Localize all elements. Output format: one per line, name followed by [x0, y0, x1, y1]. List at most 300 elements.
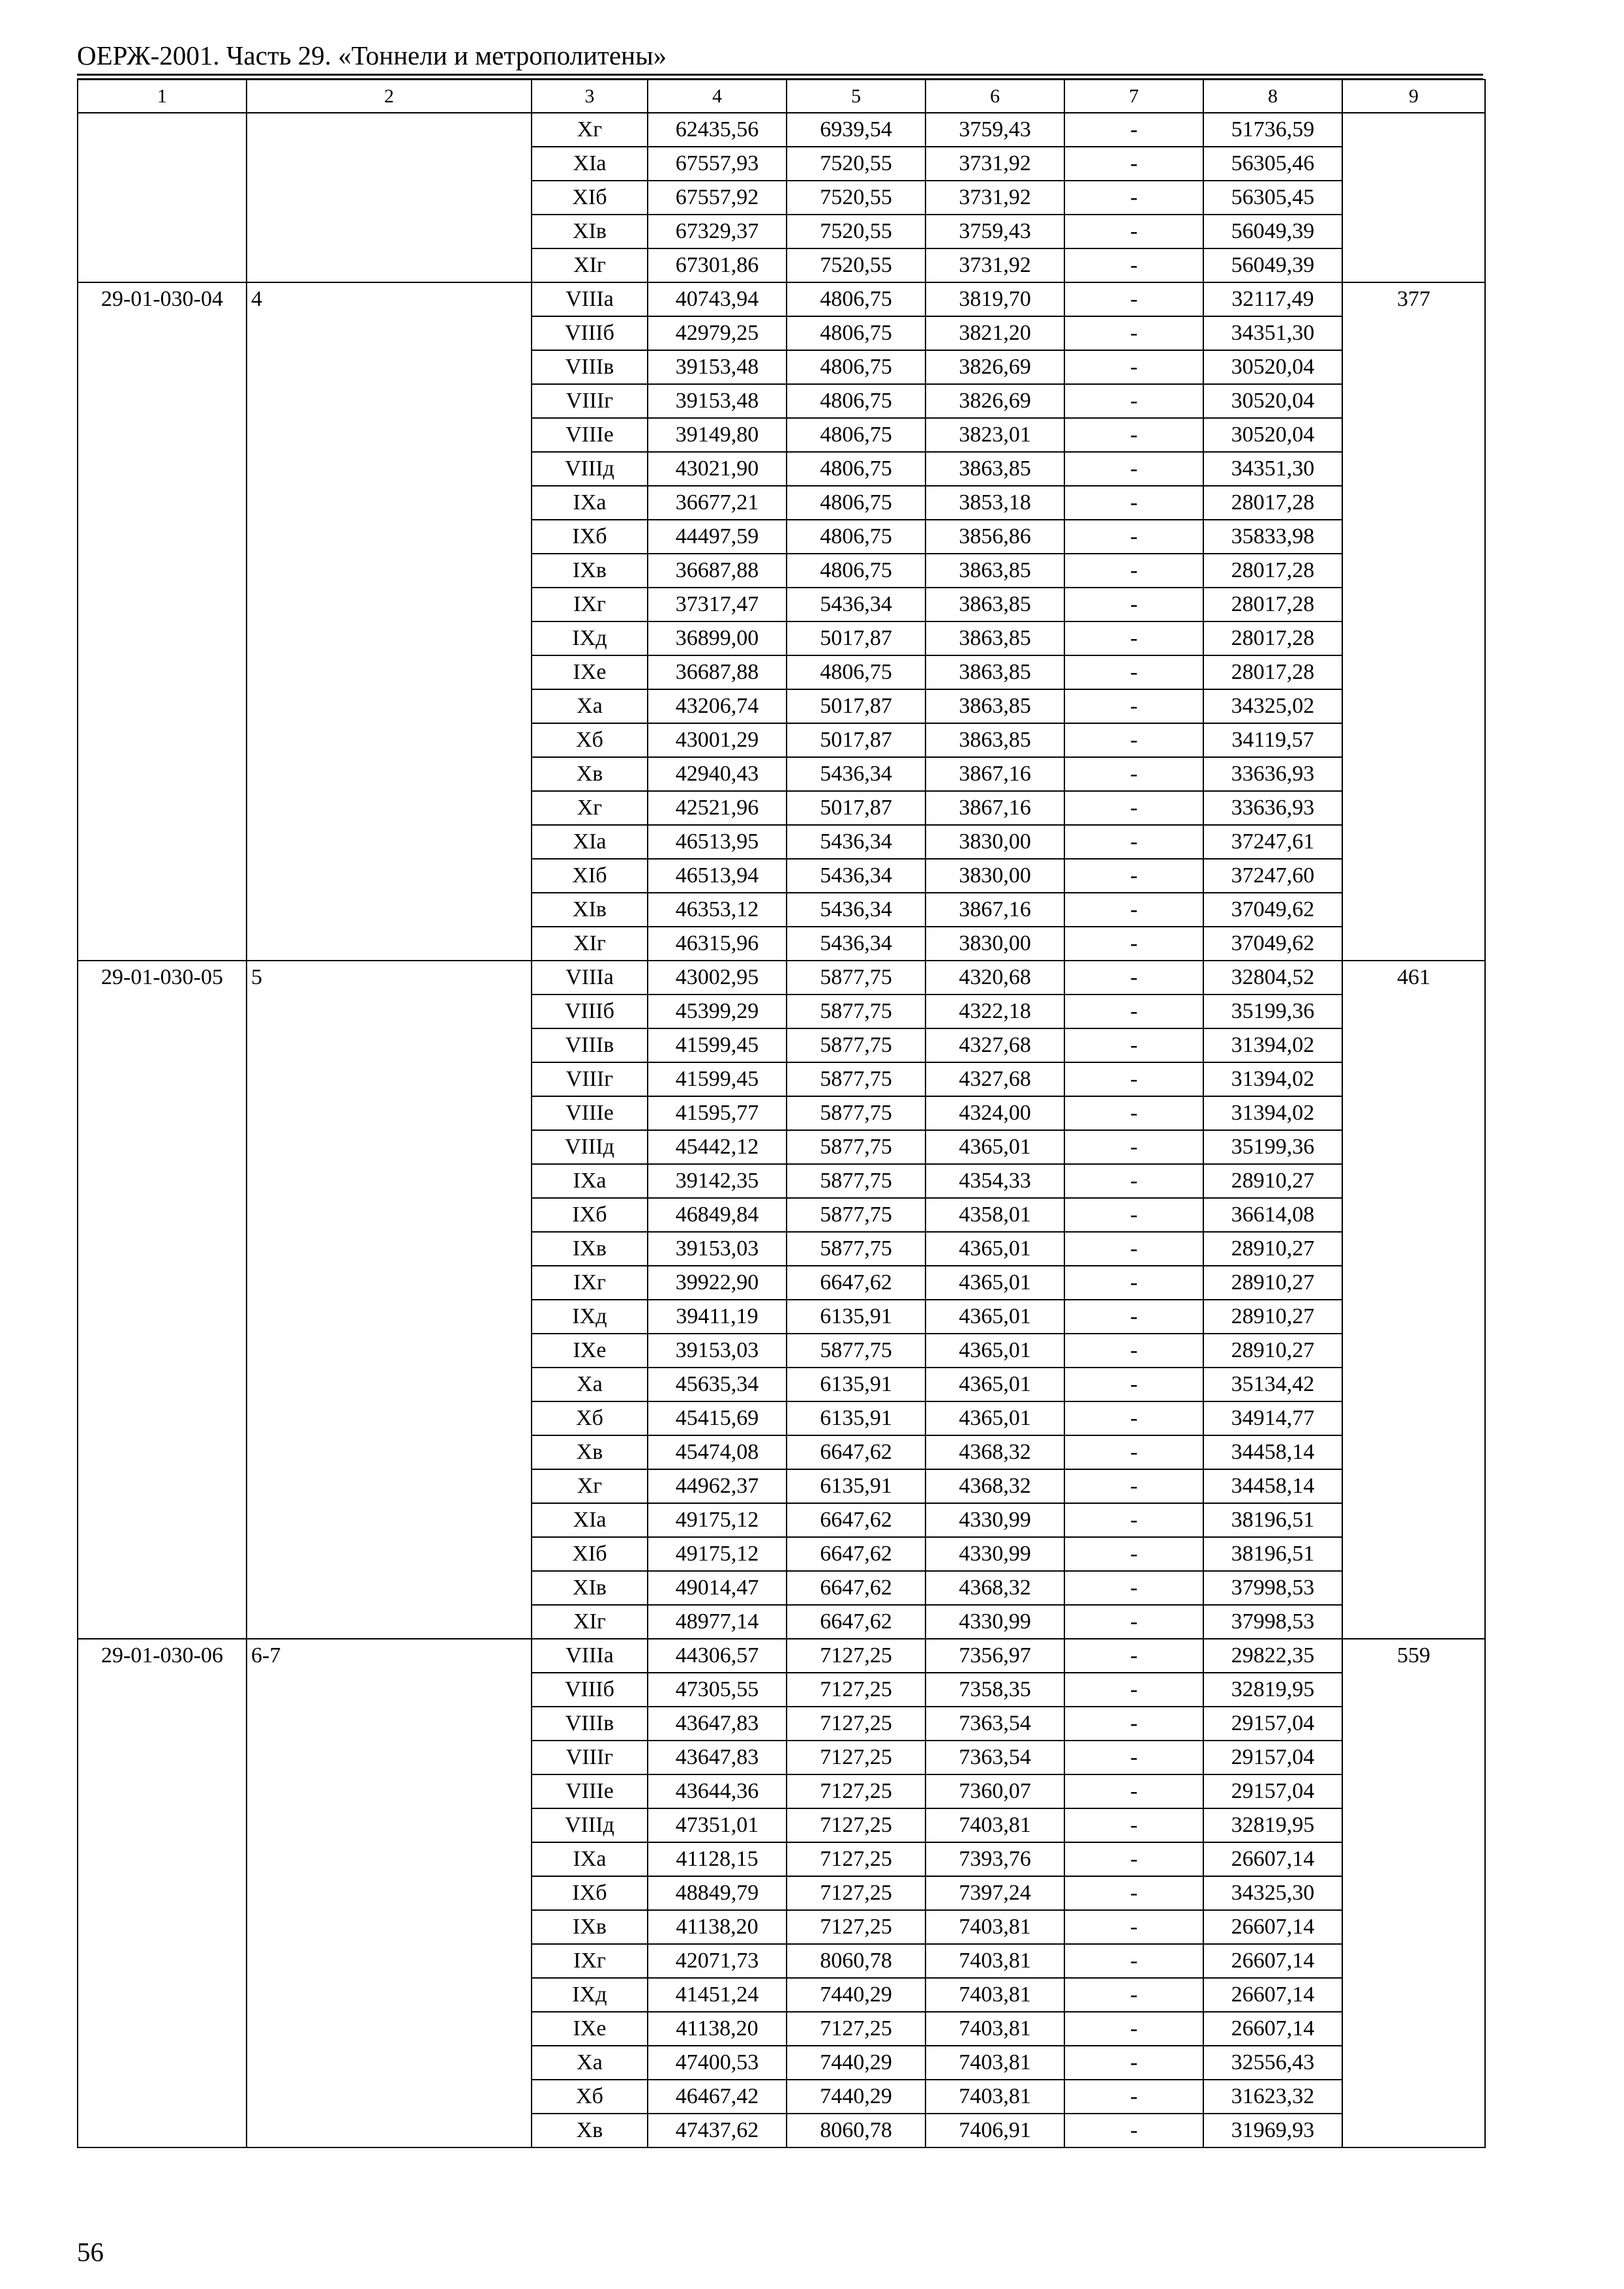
rate-code-cell — [78, 1842, 247, 1876]
data-cell: 4806,75 — [787, 282, 925, 316]
rate-name-cell — [247, 520, 532, 554]
rate-value-cell — [1342, 384, 1485, 418]
data-cell: 31394,02 — [1203, 1096, 1342, 1130]
rate-code-cell: 29-01-030-05 — [78, 961, 247, 995]
data-cell: IХа — [532, 486, 648, 520]
data-cell: 7127,25 — [787, 1741, 925, 1774]
data-cell: 5436,34 — [787, 757, 925, 791]
data-cell: 5017,87 — [787, 723, 925, 757]
data-cell: 44497,59 — [648, 520, 787, 554]
rate-value-cell — [1342, 1808, 1485, 1842]
rate-name-cell — [247, 995, 532, 1028]
data-cell: - — [1064, 1334, 1203, 1368]
rate-name-cell — [247, 1469, 532, 1503]
data-cell: Ха — [532, 689, 648, 723]
rate-value-cell — [1342, 1605, 1485, 1639]
rate-code-cell — [78, 1198, 247, 1232]
data-cell: ХIа — [532, 1503, 648, 1537]
data-cell: 29157,04 — [1203, 1774, 1342, 1808]
data-cell: 34325,02 — [1203, 689, 1342, 723]
rate-value-cell — [1342, 995, 1485, 1028]
data-cell: 3830,00 — [925, 859, 1064, 893]
rate-name-cell — [247, 1876, 532, 1910]
rate-name-cell — [247, 1944, 532, 1978]
rate-code-cell — [78, 1401, 247, 1435]
rate-code-cell: 29-01-030-04 — [78, 282, 247, 316]
data-cell: 7127,25 — [787, 1808, 925, 1842]
data-cell: 6135,91 — [787, 1469, 925, 1503]
data-cell: 7393,76 — [925, 1842, 1064, 1876]
table-row — [78, 1639, 1485, 1673]
rate-code-cell — [78, 113, 247, 147]
data-cell: 46353,12 — [648, 893, 787, 927]
data-cell: 5436,34 — [787, 588, 925, 621]
data-cell: 3856,86 — [925, 520, 1064, 554]
column-header: 2 — [247, 80, 532, 113]
table-row — [78, 2012, 1485, 2046]
data-cell: 8060,78 — [787, 1944, 925, 1978]
rate-name-cell — [247, 452, 532, 486]
table-row — [78, 316, 1485, 350]
data-cell: 45635,34 — [648, 1368, 787, 1401]
table-row — [78, 588, 1485, 621]
table-row — [78, 1571, 1485, 1605]
data-cell: 42979,25 — [648, 316, 787, 350]
data-cell: 34119,57 — [1203, 723, 1342, 757]
rate-code-cell — [78, 1266, 247, 1300]
rate-value-cell — [1342, 248, 1485, 282]
data-cell: - — [1064, 961, 1203, 995]
data-cell: 29822,35 — [1203, 1639, 1342, 1673]
rate-name-cell — [247, 1537, 532, 1571]
table-row — [78, 859, 1485, 893]
data-cell: 5877,75 — [787, 1198, 925, 1232]
data-cell: IХе — [532, 1334, 648, 1368]
rate-value-cell — [1342, 452, 1485, 486]
data-cell: 5877,75 — [787, 995, 925, 1028]
rate-name-cell — [247, 1571, 532, 1605]
data-cell: IХе — [532, 2012, 648, 2046]
data-cell: - — [1064, 1062, 1203, 1096]
rate-name-cell — [247, 554, 532, 588]
data-cell: - — [1064, 452, 1203, 486]
data-cell: 7520,55 — [787, 147, 925, 181]
rate-name-cell — [247, 1978, 532, 2012]
rate-code-cell — [78, 1673, 247, 1707]
rate-value-cell — [1342, 1876, 1485, 1910]
data-cell: 39153,48 — [648, 350, 787, 384]
data-cell: 7403,81 — [925, 1808, 1064, 1842]
data-cell: Хг — [532, 113, 648, 147]
data-cell: 7127,25 — [787, 2012, 925, 2046]
data-cell: 3731,92 — [925, 248, 1064, 282]
rate-name-cell — [247, 1164, 532, 1198]
rate-code-cell — [78, 825, 247, 859]
data-cell: 32819,95 — [1203, 1673, 1342, 1707]
column-header: 1 — [78, 80, 247, 113]
rate-code-cell: 29-01-030-06 — [78, 1639, 247, 1673]
data-cell: 34351,30 — [1203, 452, 1342, 486]
table-row — [78, 1435, 1485, 1469]
data-cell: VIIIв — [532, 1028, 648, 1062]
data-cell: 7356,97 — [925, 1639, 1064, 1673]
rate-code-cell — [78, 1978, 247, 2012]
data-cell: 31394,02 — [1203, 1062, 1342, 1096]
data-cell: 30520,04 — [1203, 350, 1342, 384]
data-cell: ХIг — [532, 1605, 648, 1639]
table-row — [78, 1876, 1485, 1910]
data-cell: 33636,93 — [1203, 791, 1342, 825]
data-cell: 46315,96 — [648, 927, 787, 961]
data-cell: IХд — [532, 1300, 648, 1334]
data-cell: 4368,32 — [925, 1435, 1064, 1469]
table-row — [78, 1334, 1485, 1368]
table-row — [78, 147, 1485, 181]
data-cell: 4806,75 — [787, 486, 925, 520]
rate-value-cell — [1342, 1266, 1485, 1300]
rate-name-cell: 6-7 — [247, 1639, 532, 1673]
data-cell: - — [1064, 1571, 1203, 1605]
rate-code-cell — [78, 1368, 247, 1401]
rate-code-cell — [78, 859, 247, 893]
table-row — [78, 1266, 1485, 1300]
data-cell: 43002,95 — [648, 961, 787, 995]
rate-name-cell — [247, 689, 532, 723]
table-row — [78, 181, 1485, 215]
data-cell: 3826,69 — [925, 350, 1064, 384]
rate-code-cell — [78, 248, 247, 282]
data-cell: - — [1064, 689, 1203, 723]
data-cell: IХб — [532, 1198, 648, 1232]
rate-value-cell — [1342, 350, 1485, 384]
data-cell: - — [1064, 893, 1203, 927]
rate-name-cell — [247, 1198, 532, 1232]
data-cell: 39922,90 — [648, 1266, 787, 1300]
rate-name-cell — [247, 248, 532, 282]
data-cell: 4368,32 — [925, 1571, 1064, 1605]
rate-name-cell — [247, 1503, 532, 1537]
data-cell: - — [1064, 486, 1203, 520]
rate-name-cell — [247, 825, 532, 859]
data-cell: IХг — [532, 1944, 648, 1978]
data-cell: 4806,75 — [787, 418, 925, 452]
data-cell: 32819,95 — [1203, 1808, 1342, 1842]
table-row — [78, 418, 1485, 452]
data-cell: 47305,55 — [648, 1673, 787, 1707]
data-cell: 67557,93 — [648, 147, 787, 181]
data-cell: 39153,03 — [648, 1334, 787, 1368]
data-cell: 48977,14 — [648, 1605, 787, 1639]
data-cell: IХв — [532, 1232, 648, 1266]
table-row — [78, 1300, 1485, 1334]
data-cell: 5436,34 — [787, 825, 925, 859]
rate-code-cell — [78, 316, 247, 350]
rate-value-cell: 559 — [1342, 1639, 1485, 1673]
data-cell: 43647,83 — [648, 1707, 787, 1741]
data-cell: 41451,24 — [648, 1978, 787, 2012]
rate-name-cell — [247, 1808, 532, 1842]
data-cell: 5877,75 — [787, 961, 925, 995]
table-row — [78, 486, 1485, 520]
data-cell: 39153,03 — [648, 1232, 787, 1266]
rate-value-cell — [1342, 791, 1485, 825]
data-cell: 7403,81 — [925, 1978, 1064, 2012]
rate-name-cell — [247, 1028, 532, 1062]
rate-code-cell — [78, 350, 247, 384]
data-cell: - — [1064, 1368, 1203, 1401]
table-row — [78, 1164, 1485, 1198]
rate-code-cell — [78, 2046, 247, 2080]
data-cell: - — [1064, 927, 1203, 961]
rate-value-cell: 461 — [1342, 961, 1485, 995]
data-cell: VIIIд — [532, 452, 648, 486]
data-cell: - — [1064, 181, 1203, 215]
rate-value-cell — [1342, 1130, 1485, 1164]
data-cell: 6647,62 — [787, 1266, 925, 1300]
data-cell: 37247,60 — [1203, 859, 1342, 893]
rate-value-cell — [1342, 1774, 1485, 1808]
rate-value-cell — [1342, 2080, 1485, 2114]
data-cell: 7127,25 — [787, 1639, 925, 1673]
data-cell: 41128,15 — [648, 1842, 787, 1876]
rate-name-cell — [247, 113, 532, 147]
data-cell: 30520,04 — [1203, 384, 1342, 418]
data-cell: 7403,81 — [925, 2046, 1064, 2080]
data-cell: - — [1064, 1469, 1203, 1503]
rate-value-cell — [1342, 181, 1485, 215]
data-cell: 5877,75 — [787, 1028, 925, 1062]
table-row — [78, 689, 1485, 723]
data-cell: 41138,20 — [648, 1910, 787, 1944]
data-cell: VIIIб — [532, 1673, 648, 1707]
table-row — [78, 113, 1485, 147]
rate-name-cell: 5 — [247, 961, 532, 995]
data-cell: 45442,12 — [648, 1130, 787, 1164]
data-cell: 5877,75 — [787, 1232, 925, 1266]
table-row — [78, 995, 1485, 1028]
data-cell: 4365,01 — [925, 1300, 1064, 1334]
data-cell: 67301,86 — [648, 248, 787, 282]
data-cell: 36687,88 — [648, 655, 787, 689]
data-cell: 56305,46 — [1203, 147, 1342, 181]
table-row — [78, 1842, 1485, 1876]
rate-value-cell — [1342, 1741, 1485, 1774]
rate-value-cell — [1342, 316, 1485, 350]
data-cell: 7127,25 — [787, 1876, 925, 1910]
data-cell: 7127,25 — [787, 1707, 925, 1741]
data-cell: 5877,75 — [787, 1096, 925, 1130]
data-cell: 4365,01 — [925, 1401, 1064, 1435]
data-cell: 48849,79 — [648, 1876, 787, 1910]
rate-code-cell — [78, 181, 247, 215]
data-cell: 3867,16 — [925, 791, 1064, 825]
table-row — [78, 927, 1485, 961]
data-cell: 7520,55 — [787, 248, 925, 282]
rate-value-cell — [1342, 1910, 1485, 1944]
table-row — [78, 1944, 1485, 1978]
data-cell: 4365,01 — [925, 1232, 1064, 1266]
rate-value-cell — [1342, 1469, 1485, 1503]
data-cell: 36687,88 — [648, 554, 787, 588]
data-cell: - — [1064, 1164, 1203, 1198]
data-cell: - — [1064, 1741, 1203, 1774]
data-cell: 39153,48 — [648, 384, 787, 418]
data-cell: 5017,87 — [787, 791, 925, 825]
rate-value-cell — [1342, 1334, 1485, 1368]
table-row — [78, 1605, 1485, 1639]
table-row — [78, 757, 1485, 791]
data-cell: 49014,47 — [648, 1571, 787, 1605]
rate-code-cell — [78, 2114, 247, 2147]
rate-code-cell — [78, 1605, 247, 1639]
rate-code-cell — [78, 384, 247, 418]
data-cell: - — [1064, 2114, 1203, 2147]
rate-name-cell — [247, 2080, 532, 2114]
data-cell: 29157,04 — [1203, 1741, 1342, 1774]
table-row — [78, 893, 1485, 927]
rate-name-cell — [247, 655, 532, 689]
rate-code-cell — [78, 1062, 247, 1096]
rate-value-cell — [1342, 655, 1485, 689]
data-cell: VIIIе — [532, 1774, 648, 1808]
data-cell: IХг — [532, 1266, 648, 1300]
rate-name-cell — [247, 1774, 532, 1808]
rate-value-cell — [1342, 1537, 1485, 1571]
data-cell: 3731,92 — [925, 181, 1064, 215]
data-cell: - — [1064, 1198, 1203, 1232]
data-cell: VIIIг — [532, 1741, 648, 1774]
data-cell: 3863,85 — [925, 723, 1064, 757]
data-cell: Ха — [532, 2046, 648, 2080]
rate-code-cell — [78, 1503, 247, 1537]
table-row — [78, 520, 1485, 554]
data-cell: 26607,14 — [1203, 1944, 1342, 1978]
table-row — [78, 1232, 1485, 1266]
rate-value-cell — [1342, 1571, 1485, 1605]
data-cell: 31394,02 — [1203, 1028, 1342, 1062]
data-cell: 4806,75 — [787, 554, 925, 588]
data-cell: 7440,29 — [787, 2046, 925, 2080]
rate-code-cell — [78, 1232, 247, 1266]
data-cell: - — [1064, 859, 1203, 893]
rate-name-cell — [247, 1368, 532, 1401]
column-header: 7 — [1064, 80, 1203, 113]
data-cell: 47351,01 — [648, 1808, 787, 1842]
data-cell: 37247,61 — [1203, 825, 1342, 859]
rate-name-cell — [247, 1300, 532, 1334]
data-cell: 6647,62 — [787, 1435, 925, 1469]
data-cell: - — [1064, 1673, 1203, 1707]
rate-name-cell — [247, 1334, 532, 1368]
column-header: 8 — [1203, 80, 1342, 113]
rate-name-cell — [247, 181, 532, 215]
data-cell: - — [1064, 1876, 1203, 1910]
data-cell: ХIв — [532, 1571, 648, 1605]
rate-name-cell — [247, 1062, 532, 1096]
data-cell: - — [1064, 282, 1203, 316]
data-cell: - — [1064, 1232, 1203, 1266]
data-cell: - — [1064, 1130, 1203, 1164]
data-cell: 28017,28 — [1203, 588, 1342, 621]
table-row — [78, 215, 1485, 248]
data-cell: 37998,53 — [1203, 1605, 1342, 1639]
rate-name-cell — [247, 1605, 532, 1639]
table-row — [78, 1130, 1485, 1164]
data-cell: - — [1064, 1944, 1203, 1978]
rate-name-cell — [247, 859, 532, 893]
data-cell: 33636,93 — [1203, 757, 1342, 791]
data-cell: 4806,75 — [787, 350, 925, 384]
data-cell: IХв — [532, 554, 648, 588]
rate-code-cell — [78, 1910, 247, 1944]
data-cell: 41595,77 — [648, 1096, 787, 1130]
data-cell: - — [1064, 1910, 1203, 1944]
data-cell: 4365,01 — [925, 1266, 1064, 1300]
data-cell: 4365,01 — [925, 1130, 1064, 1164]
rate-value-cell — [1342, 1707, 1485, 1741]
data-cell: Хб — [532, 1401, 648, 1435]
rate-code-cell — [78, 1774, 247, 1808]
table-row — [78, 1741, 1485, 1774]
data-cell: - — [1064, 554, 1203, 588]
data-cell: 3867,16 — [925, 757, 1064, 791]
rate-name-cell — [247, 1707, 532, 1741]
data-cell: 7127,25 — [787, 1910, 925, 1944]
rate-name-cell — [247, 316, 532, 350]
rate-name-cell — [247, 757, 532, 791]
data-cell: 7363,54 — [925, 1707, 1064, 1741]
data-cell: 47437,62 — [648, 2114, 787, 2147]
table-row — [78, 1978, 1485, 2012]
data-cell: 35833,98 — [1203, 520, 1342, 554]
rate-name-cell — [247, 418, 532, 452]
rate-name-cell — [247, 2012, 532, 2046]
rate-code-cell — [78, 1096, 247, 1130]
data-cell: 46513,95 — [648, 825, 787, 859]
data-cell: - — [1064, 791, 1203, 825]
rate-name-cell — [247, 215, 532, 248]
data-cell: 3863,85 — [925, 588, 1064, 621]
rate-code-cell — [78, 927, 247, 961]
rate-code-cell — [78, 621, 247, 655]
rate-code-cell — [78, 689, 247, 723]
data-cell: - — [1064, 621, 1203, 655]
data-cell: - — [1064, 418, 1203, 452]
data-cell: VIIIе — [532, 418, 648, 452]
rate-value-cell — [1342, 520, 1485, 554]
data-cell: IХа — [532, 1842, 648, 1876]
rate-name-cell — [247, 1741, 532, 1774]
data-cell: 41599,45 — [648, 1028, 787, 1062]
data-cell: 35199,36 — [1203, 1130, 1342, 1164]
data-cell: 40743,94 — [648, 282, 787, 316]
data-cell: - — [1064, 723, 1203, 757]
data-cell: IХб — [532, 1876, 648, 1910]
rate-name-cell — [247, 2114, 532, 2147]
rate-value-cell — [1342, 486, 1485, 520]
data-cell: VIIIд — [532, 1130, 648, 1164]
rate-value-cell — [1342, 1978, 1485, 2012]
data-cell: - — [1064, 1808, 1203, 1842]
data-cell: 4806,75 — [787, 655, 925, 689]
data-cell: IХа — [532, 1164, 648, 1198]
rate-value-cell — [1342, 689, 1485, 723]
rate-code-cell — [78, 1876, 247, 1910]
rate-code-cell — [78, 1300, 247, 1334]
rate-value-cell — [1342, 1944, 1485, 1978]
data-cell: 41599,45 — [648, 1062, 787, 1096]
data-cell: 43647,83 — [648, 1741, 787, 1774]
